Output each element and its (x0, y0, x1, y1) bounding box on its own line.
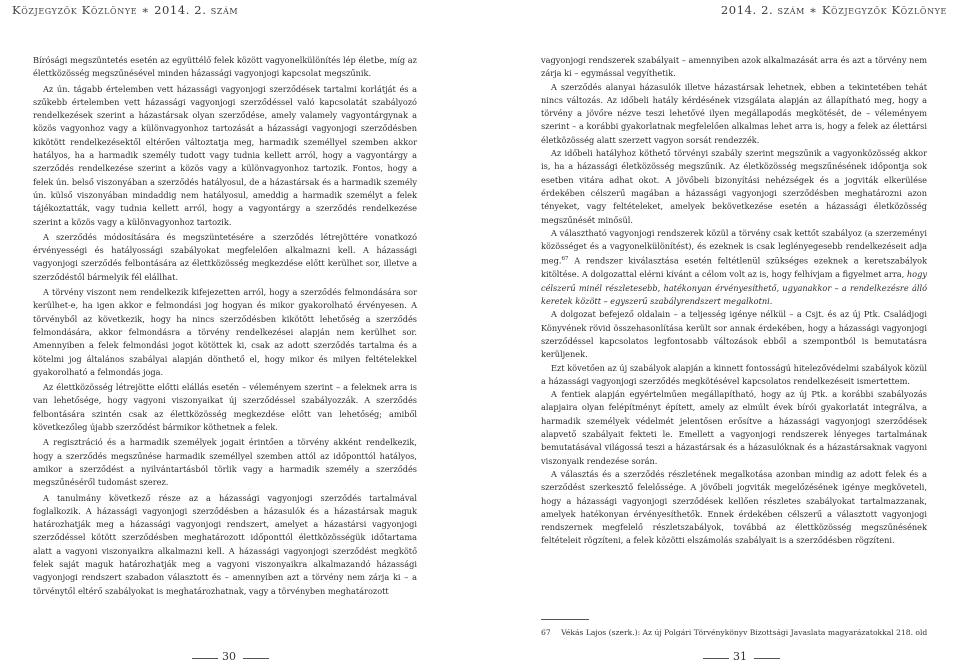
paragraph: A szerződés módosítására és megszüntetésére a szerződés létrejöttére vonatkozó érvényességi és hatályossági szabályokat megfelelően alkalmazni kell. A házassági vagyonjogi szerződés felbontására az élettközösség megkezdése előtt kerülhet sor, illetve a szerződéstől bármelyik fél elállhat. (33, 231, 417, 282)
footnote-reference[interactable]: 67 (561, 256, 569, 263)
page-number-left: 30 (222, 650, 236, 663)
paragraph: A törvény viszont nem rendelkezik kifejezetten arról, hogy a szerződés felmondására sor kerülhet-e, ha igen akkor e felmondási jog hogyan és mikor gyakorolható érvényesen. A törvényből az következik, hogy ha nincs szerződésben kikötött lehetőség a szerződés felmondására, akkor felmondásra a törvény rendelkezései alapján nem kerülhet sor. Amennyiben a felek felmondási jogot kötöttek ki, csak az adott szerződés tartalma és a kötelmi jog általános szabályai alapján dönthető el, hogy mikor és milyen feltételekkel gyakorolható a felmondás joga. (33, 287, 417, 377)
paragraph: A dolgozat befejező oldalain – a teljesség igénye nélkül – a Csjt. és az új Ptk. Családjogi Könyvének rövid összehasonlítása került sor annak érdekében, hogy a házassági vagyonjogi szerződéssel kapcsolatos legfontosabb változások ebből a szempontból is bemutatásra kerüljenek. (541, 309, 927, 360)
footnote (541, 628, 927, 637)
page-number-right: 31 (733, 650, 747, 663)
paragraph: A választható vagyonjogi rendszerek közül a törvény csak kettőt szabályoz (a szerzeményi közösséget és a vagyonelkülönítést), és ezeknek is csak leglényegesebb rendelkezéseit adja meg.$^{67}$ A rendszer kiválasztása esetén feltétlenül szükséges ezeknek a keretszabályok kitöltése. A dolgozattal elérni kívánt a célom volt az is, hogy felhívjam a figyelmet arra, hogy célszerű minél részletesebb, hatékonyan érvényesíthető, ugyanakkor – a rendelkezésre álló keretek között – egyszerű szabályrendszert megalkotni. (541, 227, 927, 307)
footnote-number: 67 (541, 628, 551, 637)
paragraph: Ezt követően az új szabályok alapján a kinnett fontosságú hitelezővédelmi szabályok közül a házassági vagyonjogi szerződés megkötésével kapcsolatos rendelkezéseit ismertettem. (541, 362, 927, 386)
left-text-column (33, 54, 417, 598)
footnote-divider (541, 619, 589, 620)
issue-label: 2014. 2. szám (720, 3, 805, 17)
header-separator: ∗ (809, 3, 818, 17)
header-separator: ∗ (141, 3, 150, 17)
paragraph: vagyonjogi rendszerek szabályait – amennyiben azok alkalmazását arra és azt a törvény nem zárja ki – egymással vegyíthetik. (541, 55, 927, 79)
paragraph: A szerződés alanyai házasulók illetve házastársak lehetnek, ebben a tekintetében tehát nincs változás. Az időbeli hatály kérdésének vizsgálata alapján az állapítható meg, hogy a törvény a jövőre nézve teszi lehetővé ilyen megállapodás megkötését, de – véleményem szerint – a korábbi gyakorlatnak megfelelően alkalmas lehet arra is, hogy a felek az élettársi életközösség alatt szerzett vagyon sorsát rendezzék. (541, 81, 927, 145)
page-header-left (12, 0, 238, 22)
journal-title: Közjegyzők Közlönye (821, 3, 947, 17)
issue-label: 2014. 2. szám (154, 3, 239, 17)
paragraph: A regisztráció és a harmadik személyek jogait érintően a törvény akként rendelkezik, hogy a szerződés megszűnése harmadik személlyel szemben attól az időponttól hatályos, amikor a szerződést a nyilvántartásból törlik vagy a harmadik személy a szerződés megszűnéséről tudomást szerez. (33, 437, 417, 488)
page-number-rule (754, 658, 780, 659)
footnote-text: Vékás Lajos (szerk.): Az új Polgári Törvénykönyv Bizottsági Javaslata magyarázatokkal 218. old (561, 628, 928, 637)
paragraph: A tanulmány következő része az a házassági vagyonjogi szerződés tartalmával foglalkozik. A házassági vagyonjogi szerződésben a házasulók és a házastársak maguk határozhatják meg a házassági vagyonjogi rendszert, amelyet a házastársi vagyonjogi szerződéssel kötött szerződésben meghatározott időponttól élettközösségük időtartama alatt a vagyoni viszonyaikra alkalmazni kell. A házassági vagyonjogi szerződést megkötő felek saját maguk határozhatják meg a vagyoni viszonyaikra alkalmazandó házassági vagyonjogi rendszert szabadon választott és – amennyiben azt a törvény nem zárja ki – a törvénytől eltérő szabályokat is meghatározhatnak, vagy a törvényben meghatározott (33, 492, 417, 596)
paragraph: Az élettközösség létrejötte előtti elállás esetén – véleményem szerint – a feleknek arra is van lehetősége, hogy vagyoni viszonyaikat új szerződéssel szabályozzák. A szerződés felbontására szintén csak az élettközösség megkezdése előtt van lehetőség; amiből következőleg újabb szerződést bármikor köthetnek a felek. (33, 382, 417, 433)
emphasized-text: hogy célszerű minél részletesebb, hatékonyan érvényesíthető, ugyanakkor – a rendelkezésre álló keretek között – egyszerű szabályrendszert megalkotni. (541, 269, 927, 307)
paragraph: Bírósági megszüntetés esetén az együttélő felek között vagyonelkülönítés lép életbe, míg az élettközösség megszűnésével minden házassági vagyonjogi kapcsolat megszűnik. (33, 55, 417, 79)
page-number-rule (243, 658, 269, 659)
paragraph: A fentiek alapján egyértelműen megállapítható, hogy az új Ptk. a korábbi szabályozás alapjaira olyan felépítményt épített, amely az elmúlt évek bírói gyakorlatát integrálva, a harmadik személyek védelmét jelentősen erősítve a házassági vagyonjogi szerződések alapvető szabályait fekteti le. Emellett a vagyonjogi rendszerek lényeges tartalmának bemutatásával világossá teszi a házastársak és a házasulóknak és a házastársaknak vagyoni viszonyaik rendezése során. (541, 389, 927, 466)
paragraph: Az időbeli hatályhoz köthető törvényi szabály szerint megszűnik a vagyonközösség akkor is, ha a házassági életközösség megszűnik. Az életközösség megszűnésének időpontja sok esetben vitára adhat okot. A jövőbeli bizonyítási nehézségek és a jogviták elkerülése érdekében célszerű magában a házassági vagyonjogi szerződésben meghatározni azon tényeket, vagy feltételeket, amelyek bekövetkezése esetén a házassági életközösség megszűnését minősül. (541, 148, 927, 225)
paragraph: A választás és a szerződés részletének megalkotása azonban mindig az adott felek és a szerződést szerkesztő felelőssége. A jövőbeli jogviták megelőzésének igénye megköveteli, hogy a házassági vagyonjogi szerződések kellően részletes szabályokat tartalmazzanak, amelyek hatékonyan érvényesíthetők. Ennek érdekében célszerű a választott vagyonjogi rendszernek megfelelő részletszabályok, továbbá az élettközösség megszűnésének feltételeit rögzíteni, a felek közötti elszámolás szabályait is a szerződésben rögzíteni. (541, 468, 927, 546)
right-text-column (541, 54, 927, 548)
page-number-rule (703, 658, 729, 659)
page-number-rule (192, 658, 218, 659)
paragraph: Az ún. tágabb értelemben vett házassági vagyonjogi szerződések tartalmi korlátját és a szűkebb értelemben vett házassági vagyonjogi szerződéssel való kapcsolatát szabályozó rendelkezések szerint a házastársak olyan szerződése, amely valamely vagyontárgynak a közös vagyonhoz vagy a különvagyonhoz tartozását a házassági vagyonjogi szerződésben kikötött rendelkezésektől eltérően változtatja meg, harmadik személlyel szemben akkor hatályos, ha a harmadik személy tudott vagy tudnia kellett arról, hogy a vagyontárgy a szerződés rendelkezése szerint a közös vagy a különvagyonhoz tartozik. Fontos, hogy a felek ún. belső viszonyában a szerződés hatályosul, de a házastársak és a harmadik személy ún. külső viszonyában mindaddig nem hatályosul, ameddig a harmadik személyt a felek tájékoztatták, vagy tudnia kellett arról, hogy a vagyontárgy a szerződés rendelkezése szerint a közös vagy a különvagyonhoz tartozik. (33, 83, 417, 227)
page-header-right (721, 0, 947, 22)
journal-title: Közjegyzők Közlönye (12, 3, 138, 17)
